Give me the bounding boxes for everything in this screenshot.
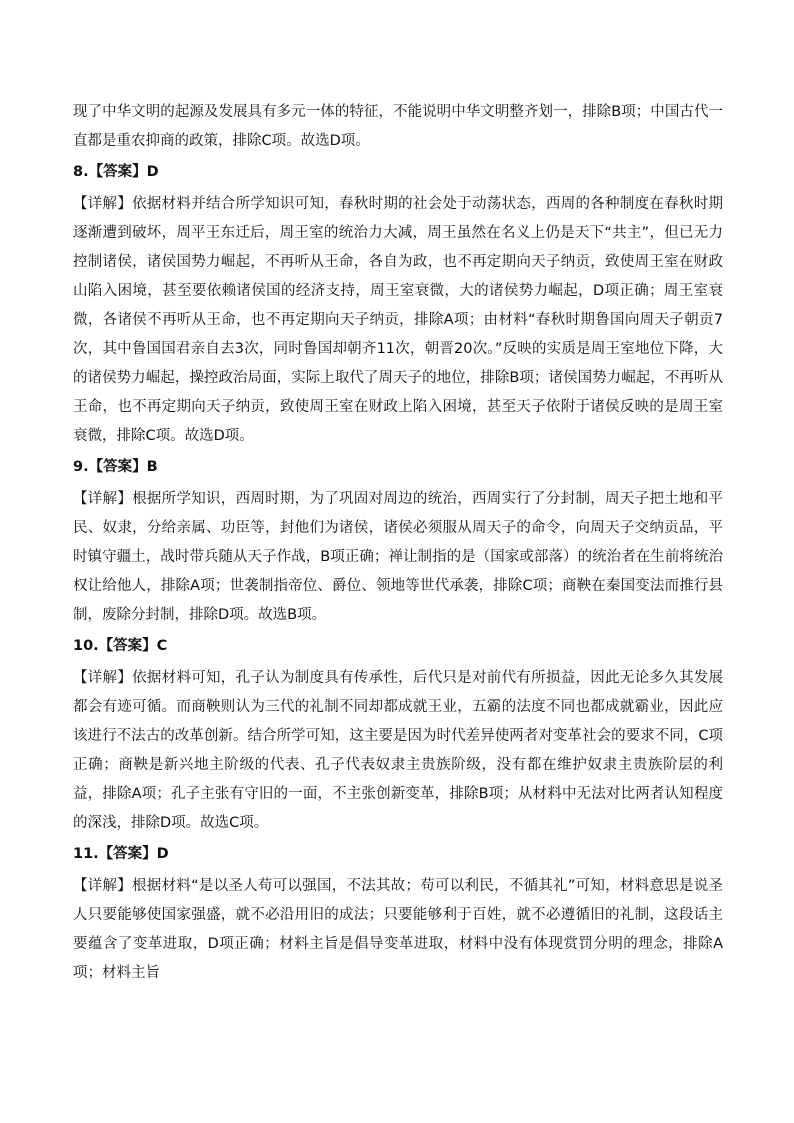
paragraph-q10-explanation: 【详解】依据材料可知，孔子认为制度具有传承性，后代只是对前代有所损益，因此无论多久其发展都会有迹可循。而商鞅则认为三代的礼制不同却都成就王业，五霸的法度不同也都成就霸业，因此应该进行不法古的改革创新。结合所学可知，这主要是因为时代差异使两者对变革社会的要求不同，C项正确；商鞅是新兴地主阶级的代表、孔子代表奴隶主贵族阶级，没有都在维护奴隶主贵族阶层的利益，排除A项；孔子主张有守旧的一面，不主张创新变革，排除B项；从材料中无法对比两者认知程度的深浅，排除D项。故选C项。 — [73, 670, 723, 831]
paragraph-q9-explanation: 【详解】根据所学知识，西周时期，为了巩固对周边的统治，西周实行了分封制，周天子把土地和平民、奴隶，分给亲属、功臣等，封他们为诸侯，诸侯必须服从周天子的命令，向周天子交纳贡品，平时镇守疆土，战时带兵随从天子作战，B项正确；禅让制指的是（国家或部落）的统治者在生前将统治权让给他人，排除A项；世袭制指帝位、爵位、领地等世代承袭，排除C项；商鞅在秦国变法而推行县制，废除分封制，排除D项。故选B项。 — [73, 491, 723, 623]
answer-heading-q10: 10.【答案】C — [73, 638, 168, 654]
paragraph-q11-explanation: 【详解】根据材料“是以圣人苟可以强国，不法其故；苟可以利民，不循其礼”可知，材料意思是说圣人只要能够使国家强盛，就不必沿用旧的成法；只要能够利于百姓，就不必遵循旧的礼制，这段话主要蕴含了变革进取，D项正确；材料主旨是倡导变革进取，材料中没有体现赏罚分明的理念，排除A项；材料主旨 — [73, 878, 723, 981]
answer-heading-q11: 11.【答案】D — [73, 846, 169, 862]
document-page — [73, 98, 723, 988]
answer-heading-q9: 9.【答案】B — [73, 459, 158, 475]
answer-heading-q8: 8.【答案】D — [73, 164, 159, 180]
paragraph-q7-tail: 现了中华文明的起源及发展具有多元一体的特征，不能说明中华文明整齐划一，排除B项；中国古代一直都是重农抑商的政策，排除C项。故选D项。 — [73, 104, 723, 149]
paragraph-q8-explanation: 【详解】依据材料并结合所学知识可知，春秋时期的社会处于动荡状态，西周的各种制度在春秋时期逐渐遭到破坏，周平王东迁后，周王室的统治力大减，周王虽然在名义上仍是天下“共主”，但已无力控制诸侯，诸侯国势力崛起，不再听从王命，各自为政，也不再定期向天子纳贡，致使周王室在财政山陷入困境，甚至要依赖诸侯国的经济支持，周王室衰微，大的诸侯势力崛起，D项正确；周王室衰微，各诸侯不再听从王命，也不再定期向天子纳贡，排除A项；由材料“春秋时期鲁国向周天子朝贡7次，其中鲁国国君亲自去3次，同时鲁国却朝齐11次，朝晋20次。”反映的实质是周王室地位下降，大的诸侯势力崛起，操控政治局面，实际上取代了周天子的地位，排除B项；诸侯国势力崛起，不再听从王命，也不再定期向天子纳贡，致使周王室在财政上陷入困境，甚至天子依附于诸侯反映的是周王室衰微，排除C项。故选D项。 — [73, 196, 723, 444]
